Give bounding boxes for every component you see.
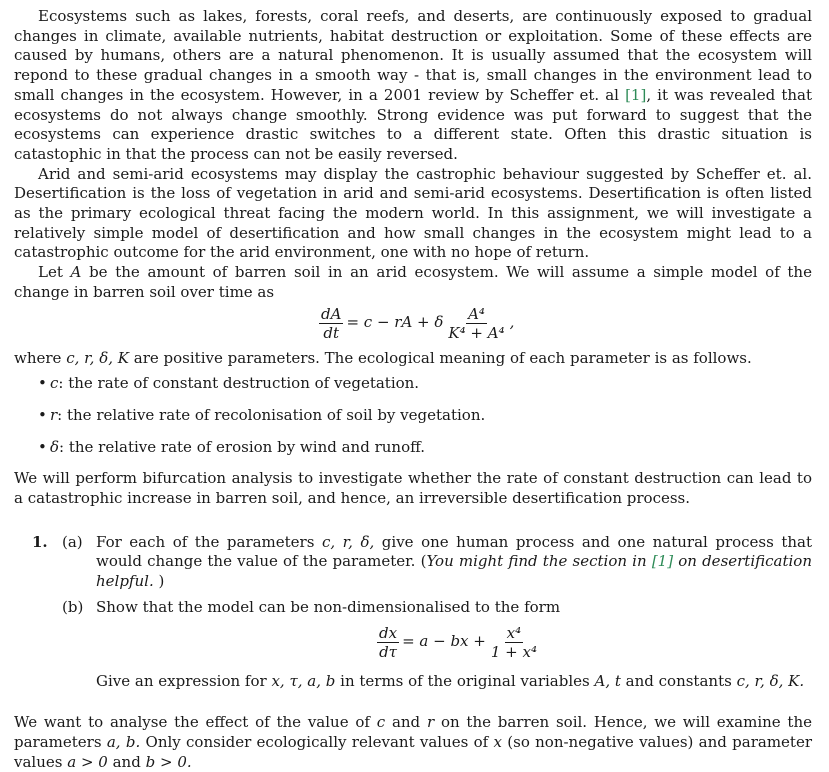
citation-link[interactable]: [1] [651,552,674,571]
question-1 [14,533,812,692]
paragraph-bifurcation: We will perform bifurcation analysis to investigate whether the rate of constant destruction can lead to a catastrophic increase in barren soil, and hence, an irreversible desertification process. [14,469,812,508]
parameter-list [14,374,812,457]
eq2-rhs: = a − bx + [402,632,486,651]
equation-nondimensional [96,622,812,670]
list-item: • δ: the relative rate of erosion by wind and runoff. [14,438,812,458]
paragraph-model: Let A be the amount of barren soil in an arid ecosystem. We will assume a simple model of the change in barren soil over time as [14,263,812,301]
eq1-lhs-fraction: $\frac{dA}{dt}$ [321,304,342,342]
paragraph-desertification: Arid and semi-arid ecosystems may display the castrophic behaviour suggested by Scheffer et. al. Desertification is the loss of vegetation in arid and semi-arid ecosystems. Desertification is often listed as the primary ecological threat facing the modern world. In this assignment, we will investigate a relatively simple model of desertification and how small changes in the ecosystem might lead to a catastrophic outcome for the arid environment, one with no hope of return. [14,164,812,262]
equation-model: $\frac{dA}{dt}$ = c − rA + δ $\frac{\text{A⁴}}{\text{K⁴ + A⁴}}$ , [321,304,515,342]
question-number: 1. [32,532,48,551]
citation-link[interactable]: [1] [625,85,647,104]
list-item: • r: the relative rate of recolonisation of soil by vegetation. [14,406,812,426]
paragraph-intro: Ecosystems such as lakes, forests, coral reefs, and deserts, are continuously exposed to gradual changes in climate, available nutrients, habitat destruction or exploitation. Some of these effects are caused by humans, others are a natural phenomenon. It is usually assumed that the ecosystem will repond to these gradual changes in a smooth way - that is, small changes in the environment lead to small changes in the ecosystem. However, in a 2001 review by Scheffer et. al [1], it was revealed that ecosystems do not always change smoothly. Strong evidence was put forward to suggest that the ecosystems can experience drastic switches to a different state. Often this drastic situation is catastophic in that the process can not be easily reversed. [14,7,812,163]
part-b-label: (b) [62,597,84,616]
eq2-lhs-fraction: $\frac{dx}{d\tau}$ [379,623,398,661]
part-a-label: (a) [62,532,83,551]
document-page [14,7,812,772]
eq1-rhs-fraction: $\frac{\text{A⁴}}{\text{K⁴ + A⁴}}$ [448,304,505,342]
list-item: • c: the rate of constant destruction of vegetation. [14,374,812,394]
question-1a: 1. (a) For each of the parameters c, r, δ, give one human process and one natural process that would change the value of the parameter. (You might find the section in [1] on desertification helpful. ) [32,532,813,591]
question-1b: (b) Show that the model can be non-dimensionalised to the form $\frac{dx}{d\tau}$ = a − bx + $\frac{\text{x⁴}}{\text{1 + x⁴}}$ Give an expression for x, τ, a, b in terms of the original variables A, t and constants c, r, δ, K. [14,598,812,691]
eq2-rhs-fraction: $\frac{\text{x⁴}}{\text{1 + x⁴}}$ [490,623,537,661]
eq1-rhs: = c − rA + δ [346,313,444,332]
paragraph-parameters: where c, r, δ, K are positive parameters. The ecological meaning of each parameter is as follows. [14,348,752,367]
paragraph-analysis: We want to analyse the effect of the value of c and r on the barren soil. Hence, we will examine the parameters a, b. Only consider ecologically relevant values of x (so non-negative values) and parameter values a > 0 and b > 0. [14,713,813,771]
